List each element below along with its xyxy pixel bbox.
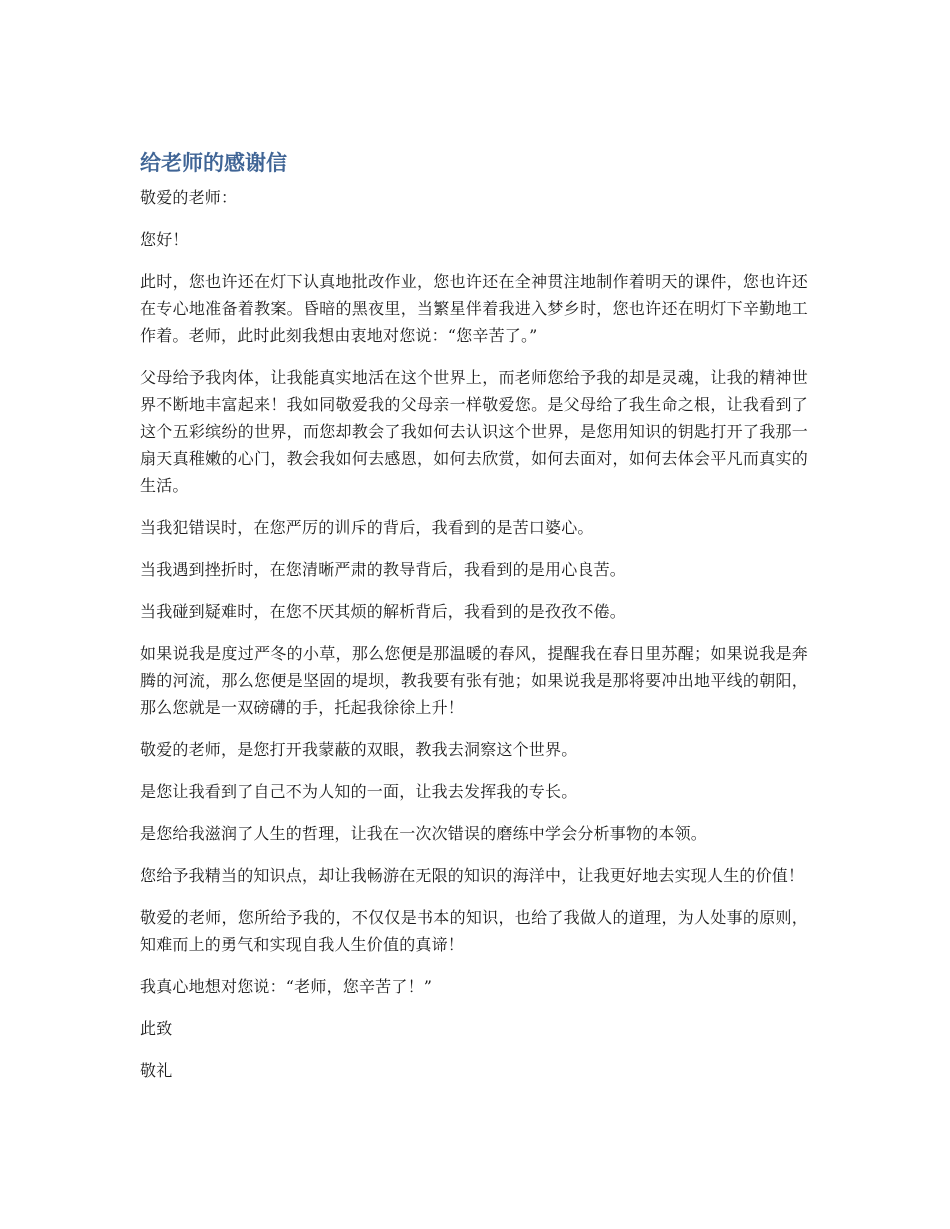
closing-line: 此致 bbox=[140, 1019, 173, 1038]
body-paragraph: 您给予我精当的知识点，却让我畅游在无限的知识的海洋中，让我更好地去实现人生的价值！ bbox=[140, 866, 805, 885]
closing-regards: 敬礼 bbox=[140, 1061, 173, 1080]
body-paragraph: 是您给我滋润了人生的哲理，让我在一次次错误的磨练中学会分析事物的本领。 bbox=[140, 824, 708, 843]
body-paragraph: 敬爱的老师，您所给予我的，不仅仅是书本的知识，也给了我做人的道理，为人处事的原则，知难而上的勇气和实现自我人生价值的真谛！ bbox=[140, 908, 808, 954]
body-paragraph: 我真心地想对您说：“老师，您辛苦了！” bbox=[140, 977, 433, 996]
greeting: 您好！ bbox=[140, 230, 189, 249]
document-title: 给老师的感谢信 bbox=[140, 151, 287, 175]
body-paragraph: 如果说我是度过严冬的小草，那么您便是那温暖的春风，提醒我在春日里苏醒；如果说我是奔腾的河流，那么您便是坚固的堤坝，教我要有张有弛；如果说我是那将要冲出地平线的朝阳，那么您就是一双磅礴的手，托起我徐徐上升！ bbox=[140, 644, 808, 717]
body-paragraph: 敬爱的老师，是您打开我蒙蔽的双眼，教我去洞察这个世界。 bbox=[140, 740, 578, 759]
body-paragraph: 此时，您也许还在灯下认真地批改作业，您也许还在全神贯注地制作着明天的课件，您也许还在专心地准备着教案。昏暗的黑夜里，当繁星伴着我进入梦乡时，您也许还在明灯下辛勤地工作着。老师，此时此刻我想由衷地对您说：“您辛苦了。” bbox=[140, 272, 808, 345]
body-paragraph: 当我碰到疑难时，在您不厌其烦的解析背后，我看到的是孜孜不倦。 bbox=[140, 602, 627, 621]
document-page bbox=[140, 148, 808, 1099]
body-paragraph: 父母给予我肉体，让我能真实地活在这个世界上，而老师您给予我的却是灵魂，让我的精神世界不断地丰富起来！我如同敬爱我的父母亲一样敬爱您。是父母给了我生命之根，让我看到了这个五彩缤纷的世界，而您却教会了我如何去认识这个世界，是您用知识的钥匙打开了我那一扇天真稚嫩的心门，教会我如何去感恩，如何去欣赏，如何去面对，如何去体会平凡而真实的生活。 bbox=[140, 368, 808, 495]
body-paragraph: 当我遇到挫折时，在您清晰严肃的教导背后，我看到的是用心良苦。 bbox=[140, 560, 627, 579]
body-paragraph: 是您让我看到了自己不为人知的一面，让我去发挥我的专长。 bbox=[140, 782, 578, 801]
salutation: 敬爱的老师： bbox=[140, 188, 238, 207]
body-paragraph: 当我犯错误时，在您严厉的训斥的背后，我看到的是苦口婆心。 bbox=[140, 518, 594, 537]
